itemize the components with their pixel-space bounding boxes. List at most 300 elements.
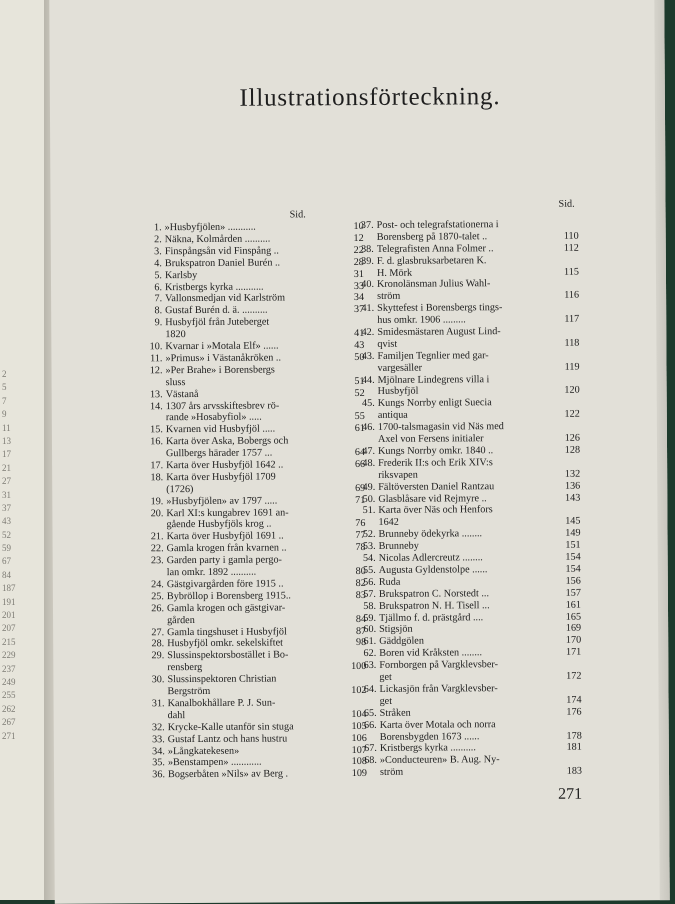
entry-caption: Gamla krogen från kvarnen .. (166, 542, 287, 555)
entry-page: 116 (564, 290, 580, 302)
entry-number: 37. (360, 219, 374, 231)
entry-page (555, 349, 579, 361)
entry-number: 13. (149, 388, 163, 400)
entry-number: 3. (154, 246, 162, 258)
entry-caption: »Husbyfjölen» av 1797 ..... (166, 495, 278, 507)
entry-page: 106 (351, 732, 367, 744)
left-page-number: 215 (2, 636, 16, 647)
entry-caption: hus omkr. 1906 ......... (377, 314, 466, 327)
entry-number: 8. (154, 305, 163, 317)
entry-caption: Garden party i gamla pergo- (166, 554, 282, 567)
entry-number: 56. (363, 576, 376, 588)
left-page-number: 7 (2, 395, 7, 406)
left-page (0, 0, 48, 900)
entry-page: 176 (566, 706, 582, 718)
entry-caption: Karta över Näs och Henfors (378, 504, 493, 517)
list-item (331, 278, 579, 303)
left-page-number: 187 (2, 583, 16, 594)
entry-number: 17. (150, 460, 164, 472)
entry-page: 112 (563, 242, 579, 254)
entry-page: 117 (564, 313, 580, 325)
entry-page: 50 (354, 351, 365, 363)
entry-caption: Kristbergs kyrka ........... (164, 281, 264, 293)
entry-number: 35. (152, 757, 165, 769)
list-item (331, 302, 579, 327)
entry-caption: Skyttefest i Borensbergs tings- (377, 302, 503, 315)
left-page-number: 201 (2, 610, 16, 621)
entry-caption: lan omkr. 1892 .......... (166, 566, 257, 579)
list-item (332, 397, 580, 422)
entry-number: 36. (152, 769, 166, 781)
list-item (130, 435, 365, 460)
entry-page: 145 (565, 515, 581, 528)
entry-caption: 1642 (378, 517, 399, 529)
entry-number: 16. (150, 436, 164, 448)
entry-caption: Augusta Gyldenstolpe ...... (378, 564, 488, 576)
entry-caption: gående Husbyfjöls krog .. (166, 519, 272, 531)
entry-lines (377, 254, 579, 279)
entry-number: 48. (362, 457, 376, 469)
entry-number: 41. (361, 303, 375, 315)
entry-caption: Karlsby (164, 269, 198, 281)
entry-number: 15. (150, 424, 163, 436)
left-page-numbers (2, 368, 14, 743)
entry-caption: Gamla krogen och gästgivar- (166, 602, 286, 614)
entry-caption: Kungs Norrby omkr. 1840 .. (377, 445, 494, 457)
entry-caption: »Primus» i Västanåkröken .. (165, 352, 282, 365)
left-page-number: 5 (2, 382, 7, 393)
entry-number: 49. (362, 481, 376, 493)
left-page-number: 191 (2, 596, 16, 607)
entry-lines (377, 326, 579, 351)
entry-page (556, 397, 580, 409)
entry-number: 1. (153, 222, 162, 234)
entry-caption: Nicolas Adlercreutz ........ (378, 552, 483, 564)
entry-caption: Finspångsån vid Finspång .. (164, 245, 279, 257)
entry-caption: Brukspatron C. Norstedt ... (378, 587, 490, 600)
entry-number: 9. (154, 317, 163, 329)
entry-number: 62. (363, 648, 377, 660)
entry-number: 38. (361, 243, 374, 255)
entry-page: 66 (354, 458, 366, 471)
entry-number: 64. (363, 683, 377, 695)
entry-caption: Karl XI:s kungabrev 1691 an- (166, 507, 289, 519)
entry-number: 66. (363, 719, 377, 731)
left-page-number: 17 (2, 449, 11, 460)
entry-caption: Näkna, Kolmården .......... (164, 233, 271, 246)
entry-number: 61. (363, 636, 377, 648)
entry-page (555, 278, 579, 290)
page-number: 271 (558, 785, 583, 803)
entry-page: 33 (353, 280, 365, 292)
entry-page: 115 (564, 266, 579, 278)
entry-caption: Slussinspektoren Christian (167, 673, 277, 686)
entry-caption: Ruda (378, 576, 401, 588)
entry-caption: Lickasjön från Vargklevsber- (379, 683, 498, 695)
entry-page (555, 219, 579, 231)
entry-caption: Gullbergs härader 1757 ... (166, 447, 273, 460)
entry-page: 69 (355, 482, 366, 494)
entry-number: 53. (362, 541, 376, 553)
entry-caption: Kanalbokhållare P. J. Sun- (167, 697, 276, 710)
entry-page: 122 (564, 408, 580, 421)
list-item (334, 754, 582, 779)
entry-page: 12 (353, 232, 364, 244)
entry-page: 169 (565, 623, 582, 635)
entry-number: 29. (151, 650, 165, 662)
entry-number: 63. (363, 660, 377, 672)
entry-lines (380, 718, 582, 743)
entry-page: 119 (564, 361, 580, 373)
entry-number: 45. (361, 398, 375, 410)
entry-page: 28 (353, 256, 364, 268)
list-item (130, 471, 365, 496)
page-edge (654, 0, 670, 900)
entry-number: 18. (150, 472, 164, 484)
entry-caption: Brunneby ödekyrka ........ (378, 528, 483, 541)
entry-page: 98 (355, 637, 367, 649)
left-page-number: 207 (2, 623, 16, 634)
list-item (132, 768, 367, 781)
entry-caption: Borensbygden 1673 ...... (379, 730, 480, 743)
entry-page: 174 (566, 694, 582, 706)
entry-page: 41 (354, 328, 365, 340)
entry-page: 154 (565, 551, 581, 563)
entry-caption: rande »Hosabyfiol» ..... (165, 412, 262, 424)
left-page-number: 2 (2, 369, 7, 379)
entry-caption: Slussinspektorsbostället i Bo- (167, 649, 289, 662)
left-page-number: 267 (2, 717, 16, 728)
entry-caption: Gustaf Burén d. ä. .......... (165, 304, 268, 317)
entry-lines (378, 456, 580, 481)
entry-caption: Krycke-Kalle utanför sin stuga (167, 721, 294, 733)
entry-caption: Kvarnen vid Husbyfjöl ..... (165, 423, 276, 436)
entry-page: 110 (563, 230, 579, 242)
entry-lines (377, 278, 579, 303)
entry-caption: get (379, 695, 393, 707)
left-page-number: 9 (2, 409, 7, 420)
index-column-right (331, 219, 582, 780)
entry-page: 43 (354, 339, 365, 352)
entry-number: 6. (154, 281, 163, 293)
entry-page: 105 (351, 720, 367, 732)
entry-lines (378, 421, 580, 446)
list-item (332, 373, 580, 398)
left-page-number: 59 (2, 543, 11, 554)
entry-lines (380, 754, 582, 779)
entry-caption: Karta över Husbyfjöl 1709 (166, 471, 276, 484)
entry-number: 58. (363, 600, 377, 612)
entry-page: 136 (564, 480, 581, 492)
entry-caption: Karta över Husbyfjöl 1691 .. (166, 530, 284, 543)
entry-page: 22 (353, 244, 364, 256)
entry-page: 161 (565, 599, 582, 611)
left-page-number: 255 (2, 690, 16, 701)
entry-caption: Stråken (379, 707, 411, 719)
entry-page (558, 754, 582, 766)
entry-caption: Bogserbåten »Nils» av Berg . (167, 768, 289, 781)
entry-number: 44. (361, 374, 375, 386)
entry-caption: 1307 års arvsskiftesbrev rö- (165, 400, 280, 412)
entry-caption: gården (167, 614, 195, 626)
entry-caption: »Conducteuren» B. Aug. Ny- (379, 754, 500, 767)
list-item (333, 683, 581, 708)
entry-caption: antiqua (377, 409, 408, 422)
entry-caption: Kvarnar i »Motala Elf» ...... (165, 340, 279, 353)
list-item (332, 504, 580, 529)
entry-page: 102 (351, 685, 367, 697)
entry-page: 10 (353, 220, 364, 233)
entry-caption: Brukspatron Daniel Burén .. (164, 257, 281, 269)
left-page-number: 237 (2, 663, 16, 674)
entry-caption: Vallonsmedjan vid Karlström (165, 292, 286, 305)
entry-page: 181 (566, 742, 582, 754)
entry-caption: »Per Brahe» i Borensbergs (165, 364, 275, 377)
entry-caption: dahl (167, 709, 186, 722)
entry-caption: Axel von Fersens initialer (377, 433, 484, 445)
entry-number: 39. (361, 255, 374, 267)
entry-caption: Fältöversten Daniel Rantzau (378, 480, 495, 493)
left-page-number: 21 (2, 462, 11, 473)
entry-lines (379, 659, 581, 684)
entry-page (556, 421, 580, 433)
entry-page: 126 (564, 432, 580, 444)
entry-number: 5. (154, 269, 162, 281)
entry-number: 60. (363, 624, 377, 636)
list-item (130, 399, 365, 424)
entry-number: 67. (364, 743, 377, 755)
entry-page: 149 (565, 527, 581, 539)
entry-page: 132 (564, 468, 581, 480)
entry-page: 87 (355, 625, 367, 637)
entry-caption: Gustaf Lantz och hans hustru (167, 733, 288, 745)
left-page-number: 229 (2, 650, 16, 661)
list-item (334, 718, 582, 743)
entry-caption: Mjölnare Lindegrens villa i (377, 373, 490, 386)
list-item (131, 673, 366, 698)
entry-page: 100 (351, 661, 367, 673)
entry-page: 183 (566, 765, 583, 777)
entry-page: 55 (354, 411, 365, 423)
entry-caption: »Benstampen» ............ (167, 757, 262, 769)
entry-caption: Karta över Husbyfjöl 1642 .. (166, 459, 284, 472)
entry-page: 34 (353, 292, 365, 304)
entry-caption: Boren vid Kråksten ........ (379, 647, 483, 660)
entry-caption: Borensberg på 1870-talet .. (376, 231, 488, 243)
page-column-header-right: Sid. (558, 198, 575, 210)
left-page-number: 262 (2, 703, 16, 714)
entry-caption: rensberg (167, 662, 203, 674)
entry-caption: Fornborgen på Vargklevsber- (379, 659, 499, 672)
entry-page (557, 683, 581, 695)
entry-page: 118 (564, 337, 580, 349)
entry-number: 52. (362, 529, 376, 541)
entry-number: 12. (149, 365, 163, 377)
entry-caption: Brukspatron N. H. Tisell ... (378, 599, 490, 612)
left-page-number: 11 (2, 422, 11, 433)
entry-caption: »Långkatekesen» (167, 745, 240, 757)
entry-page: 171 (565, 646, 582, 659)
entry-page: 61 (354, 423, 365, 435)
entry-page: 170 (565, 635, 582, 647)
list-item (131, 554, 366, 579)
entry-page: 107 (351, 744, 367, 756)
entry-page (555, 302, 579, 314)
entry-caption: Västanå (165, 388, 199, 400)
entry-caption: Karta över Aska, Bobergs och (165, 435, 289, 448)
entry-number: 55. (362, 564, 376, 576)
entry-lines (379, 683, 581, 708)
entry-page: 80 (355, 566, 366, 578)
entry-page: 172 (566, 670, 582, 682)
list-item (331, 326, 579, 351)
entry-page: 78 (355, 542, 366, 554)
entry-number: 4. (154, 257, 162, 269)
left-page-number: 13 (2, 435, 11, 446)
entry-lines (378, 397, 580, 422)
list-item (333, 659, 581, 684)
entry-caption: Glasblåsare vid Rejmyre .. (378, 492, 487, 505)
entry-page: 37 (353, 304, 365, 316)
left-page-number: 84 (2, 569, 11, 580)
entry-page: 77 (355, 530, 366, 542)
entry-page: 154 (565, 563, 581, 575)
entry-lines (377, 302, 579, 327)
entry-page: 143 (565, 492, 581, 504)
entry-page: 104 (351, 708, 367, 720)
entry-page: 108 (351, 756, 367, 768)
left-page-number: 249 (2, 676, 16, 687)
entry-page: 151 (565, 539, 581, 551)
entry-lines (377, 219, 579, 244)
entry-caption: Telegrafisten Anna Folmer .. (376, 242, 494, 255)
list-item (331, 349, 579, 374)
entry-page: 178 (566, 730, 582, 742)
list-item (130, 507, 365, 532)
entry-number: 59. (363, 612, 377, 624)
entry-number: 26. (151, 602, 165, 615)
entry-caption: 1700-talsmagasin vid Näs med (377, 421, 504, 434)
entry-number: 68. (364, 755, 377, 767)
entry-page: 76 (355, 518, 366, 530)
entry-number: 21. (150, 531, 164, 543)
entry-number: 28. (151, 638, 165, 650)
entry-caption: Gäddgölen (379, 635, 424, 648)
entry-lines (378, 373, 580, 398)
entry-caption: Bybröllop i Borensberg 1915.. (166, 590, 291, 603)
list-item (331, 254, 579, 279)
entry-caption: Tjällmo f. d. prästgård .... (379, 611, 484, 624)
entry-page: 52 (354, 387, 365, 399)
entry-page: 31 (353, 268, 364, 280)
entry-page: 51 (354, 375, 365, 387)
entry-lines (377, 349, 579, 374)
book-page (49, 0, 670, 904)
entry-caption: Gamla tingshuset i Husbyfjöl (167, 626, 287, 638)
entry-page (557, 659, 581, 671)
entry-number: 24. (151, 579, 164, 591)
entry-caption: riksvapen (378, 469, 418, 481)
entry-caption: Kristbergs kyrka .......... (379, 742, 476, 755)
entry-caption: vargesäller (377, 362, 423, 374)
entry-page (556, 373, 580, 385)
entry-number: 25. (151, 591, 164, 603)
entry-number: 57. (363, 588, 376, 600)
entry-caption: (1726) (166, 483, 194, 495)
entry-caption: F. d. glasbruksarbetaren K. (376, 254, 487, 267)
entry-line (380, 766, 582, 779)
entry-number: 54. (362, 552, 376, 565)
entry-page: 84 (355, 613, 367, 625)
left-page-number: 37 (2, 502, 11, 513)
page-column-header-left: Sid. (289, 209, 306, 221)
entry-number: 46. (362, 422, 375, 434)
list-item (130, 364, 365, 389)
entry-caption: 1820 (165, 329, 186, 341)
entry-caption: Karta över Motala och norra (379, 718, 496, 731)
entry-caption: Post- och telegrafstationerna i (376, 219, 499, 231)
entry-number: 50. (362, 493, 376, 505)
entry-number: 19. (150, 495, 164, 507)
left-page-number: 43 (2, 516, 11, 527)
entry-page: 109 (351, 768, 368, 780)
left-page-number: 27 (2, 476, 11, 487)
entry-number: 20. (150, 507, 164, 519)
list-item (332, 456, 580, 481)
entry-number: 31. (151, 698, 165, 710)
entry-caption: Brunneby (378, 540, 419, 553)
left-page-number: 52 (2, 529, 11, 540)
entry-number: 30. (151, 674, 165, 686)
list-item (131, 649, 366, 674)
list-item (132, 697, 367, 722)
entry-caption: H. Mörk (376, 267, 413, 279)
list-item (332, 421, 580, 446)
entry-page (556, 456, 580, 468)
entry-caption: Stigsjön (379, 624, 413, 636)
entry-caption: Husbyfjöl (377, 386, 419, 398)
entry-page: 82 (355, 577, 366, 589)
left-page-number: 271 (2, 730, 16, 741)
entry-caption: Husbyfjöl omkr. sekelskiftet (167, 637, 283, 650)
page-title: Illustrationsförteckning. (239, 83, 501, 112)
entry-page: 165 (565, 611, 582, 623)
entry-lines (378, 504, 580, 529)
entry-caption: qvist (377, 338, 398, 350)
entry-page: 64 (354, 447, 366, 459)
entry-caption: Frederik II:s och Erik XIV:s (378, 457, 493, 469)
list-item (331, 219, 579, 244)
left-page-number: 31 (2, 489, 11, 500)
entry-page (555, 326, 579, 338)
entry-caption: Kronolänsman Julius Wahl- (376, 278, 491, 291)
entry-number: 22. (150, 543, 164, 555)
entry-number: 40. (361, 279, 375, 291)
list-item (131, 602, 366, 627)
entry-number: 14. (149, 400, 163, 412)
entry-caption: Kungs Norrby enligt Suecia (377, 397, 492, 410)
entry-number: 23. (150, 555, 164, 567)
entry-page (556, 504, 580, 516)
list-item (129, 316, 364, 341)
entry-page (558, 718, 582, 730)
left-page-number: 67 (2, 556, 11, 567)
entry-number: 33. (152, 733, 165, 745)
entry-caption: Husbyfjöl från Juteberget (165, 316, 270, 329)
entry-number: 43. (361, 350, 375, 362)
entry-number: 11. (150, 353, 163, 365)
entry-caption: Bergström (167, 685, 211, 698)
